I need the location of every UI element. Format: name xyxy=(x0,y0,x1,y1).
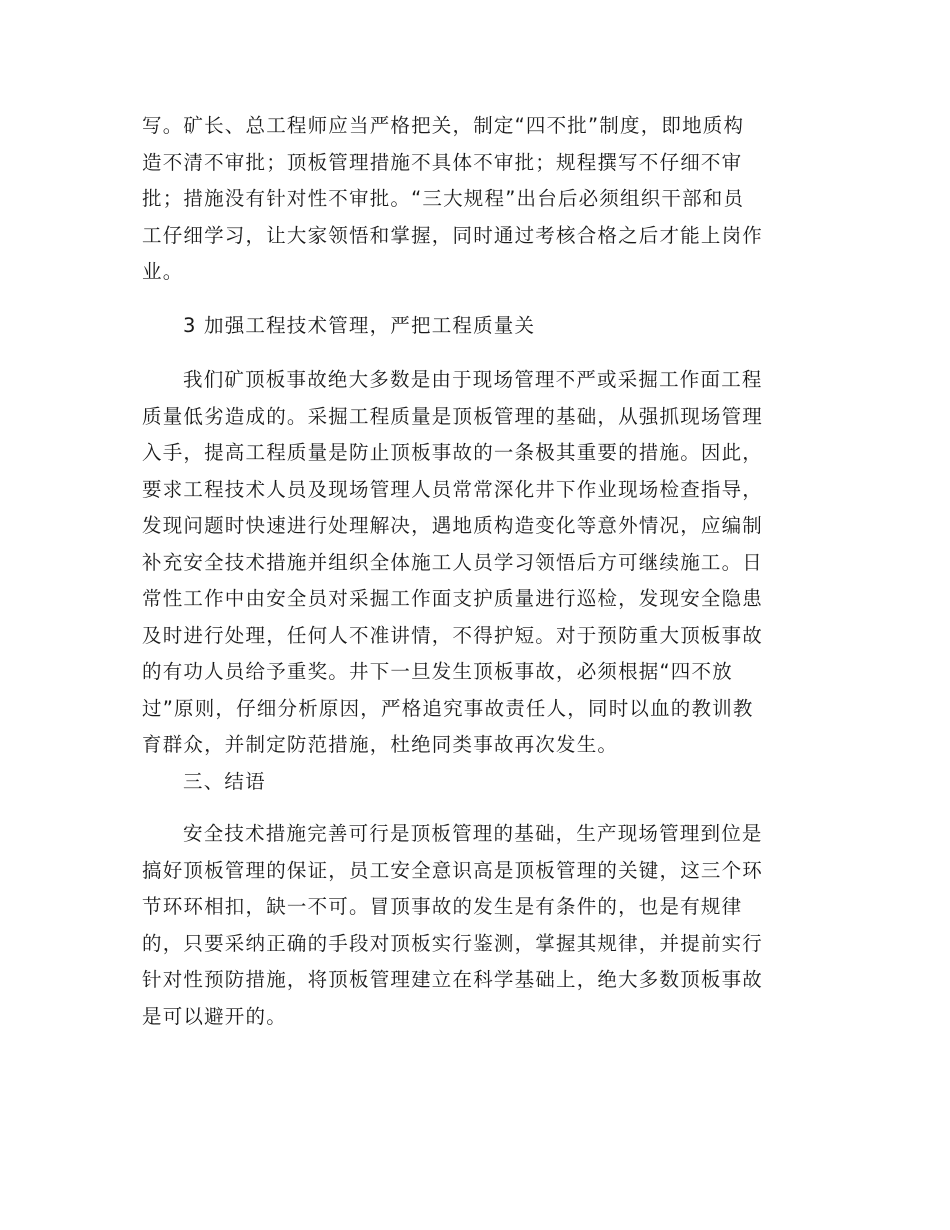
heading-text: 三、结语 xyxy=(183,770,266,793)
paragraph-rules-approval xyxy=(142,108,812,291)
section-heading-conclusion xyxy=(142,764,812,801)
text-line: 发现问题时快速进行处理解决，遇地质构造变化等意外情况，应编制 xyxy=(142,514,764,537)
text-line: 安全技术措施完善可行是顶板管理的基础，生产现场管理到位是 xyxy=(183,822,763,845)
text-line: 批；措施没有针对性不审批。“三大规程”出台后必须组织干部和员 xyxy=(142,187,745,210)
text-line: 的，只要采纳正确的手段对顶板实行鉴测，掌握其规律，并提前实行 xyxy=(142,931,764,955)
text-line: 业。 xyxy=(142,260,184,283)
text-line: 写。矿长、总工程师应当严格把关，制定“四不批”制度，即地质构 xyxy=(142,114,745,137)
text-line: 是可以避开的。 xyxy=(142,1004,287,1028)
text-line: 常性工作中由安全员对采掘工作面支护质量进行巡检，发现安全隐患 xyxy=(142,587,764,610)
text-line: 我们矿顶板事故绝大多数是由于现场管理不严或采掘工作面工程 xyxy=(183,368,763,391)
text-line: 补充安全技术措施并组织全体施工人员学习领悟后方可继续施工。日 xyxy=(142,550,764,574)
text-line: 要求工程技术人员及现场管理人员常常深化井下作业现场检查指导， xyxy=(142,477,764,501)
text-line: 质量低劣造成的。采掘工程质量是顶板管理的基础，从强抓现场管理 xyxy=(142,404,764,428)
text-line: 育群众，并制定防范措施，杜绝同类事故再次发生。 xyxy=(142,733,619,756)
text-line: 节环环相扣，缺一不可。冒顶事故的发生是有条件的，也是有规律 xyxy=(142,895,743,918)
text-line: 过”原则，仔细分析原因，严格追究事故责任人，同时以血的教训教 xyxy=(142,696,754,720)
paragraph-conclusion xyxy=(142,816,812,1035)
text-line: 造不清不审批；顶板管理措施不具体不审批；规程撰写不仔细不审 xyxy=(142,150,743,174)
text-line: 及时进行处理，任何人不准讲情，不得护短。对于预防重大顶板事故 xyxy=(142,623,764,647)
text-line: 工仔细学习，让大家领悟和掌握，同时通过考核合格之后才能上岗作 xyxy=(142,223,764,247)
paragraph-engineering-quality xyxy=(142,362,812,764)
text-line: 针对性预防措施，将顶板管理建立在科学基础上，绝大多数顶板事故 xyxy=(142,968,764,991)
text-line: 入手，提高工程质量是防止顶板事故的一条极其重要的措施。因此， xyxy=(142,441,764,464)
section-heading-engineering-management xyxy=(142,308,812,345)
text-line: 搞好顶板管理的保证，员工安全意识高是顶板管理的关键，这三个环 xyxy=(142,858,764,882)
heading-text: 3 加强工程技术管理，严把工程质量关 xyxy=(183,314,536,337)
text-line: 的有功人员给予重奖。井下一旦发生顶板事故，必须根据“四不放 xyxy=(142,660,733,683)
